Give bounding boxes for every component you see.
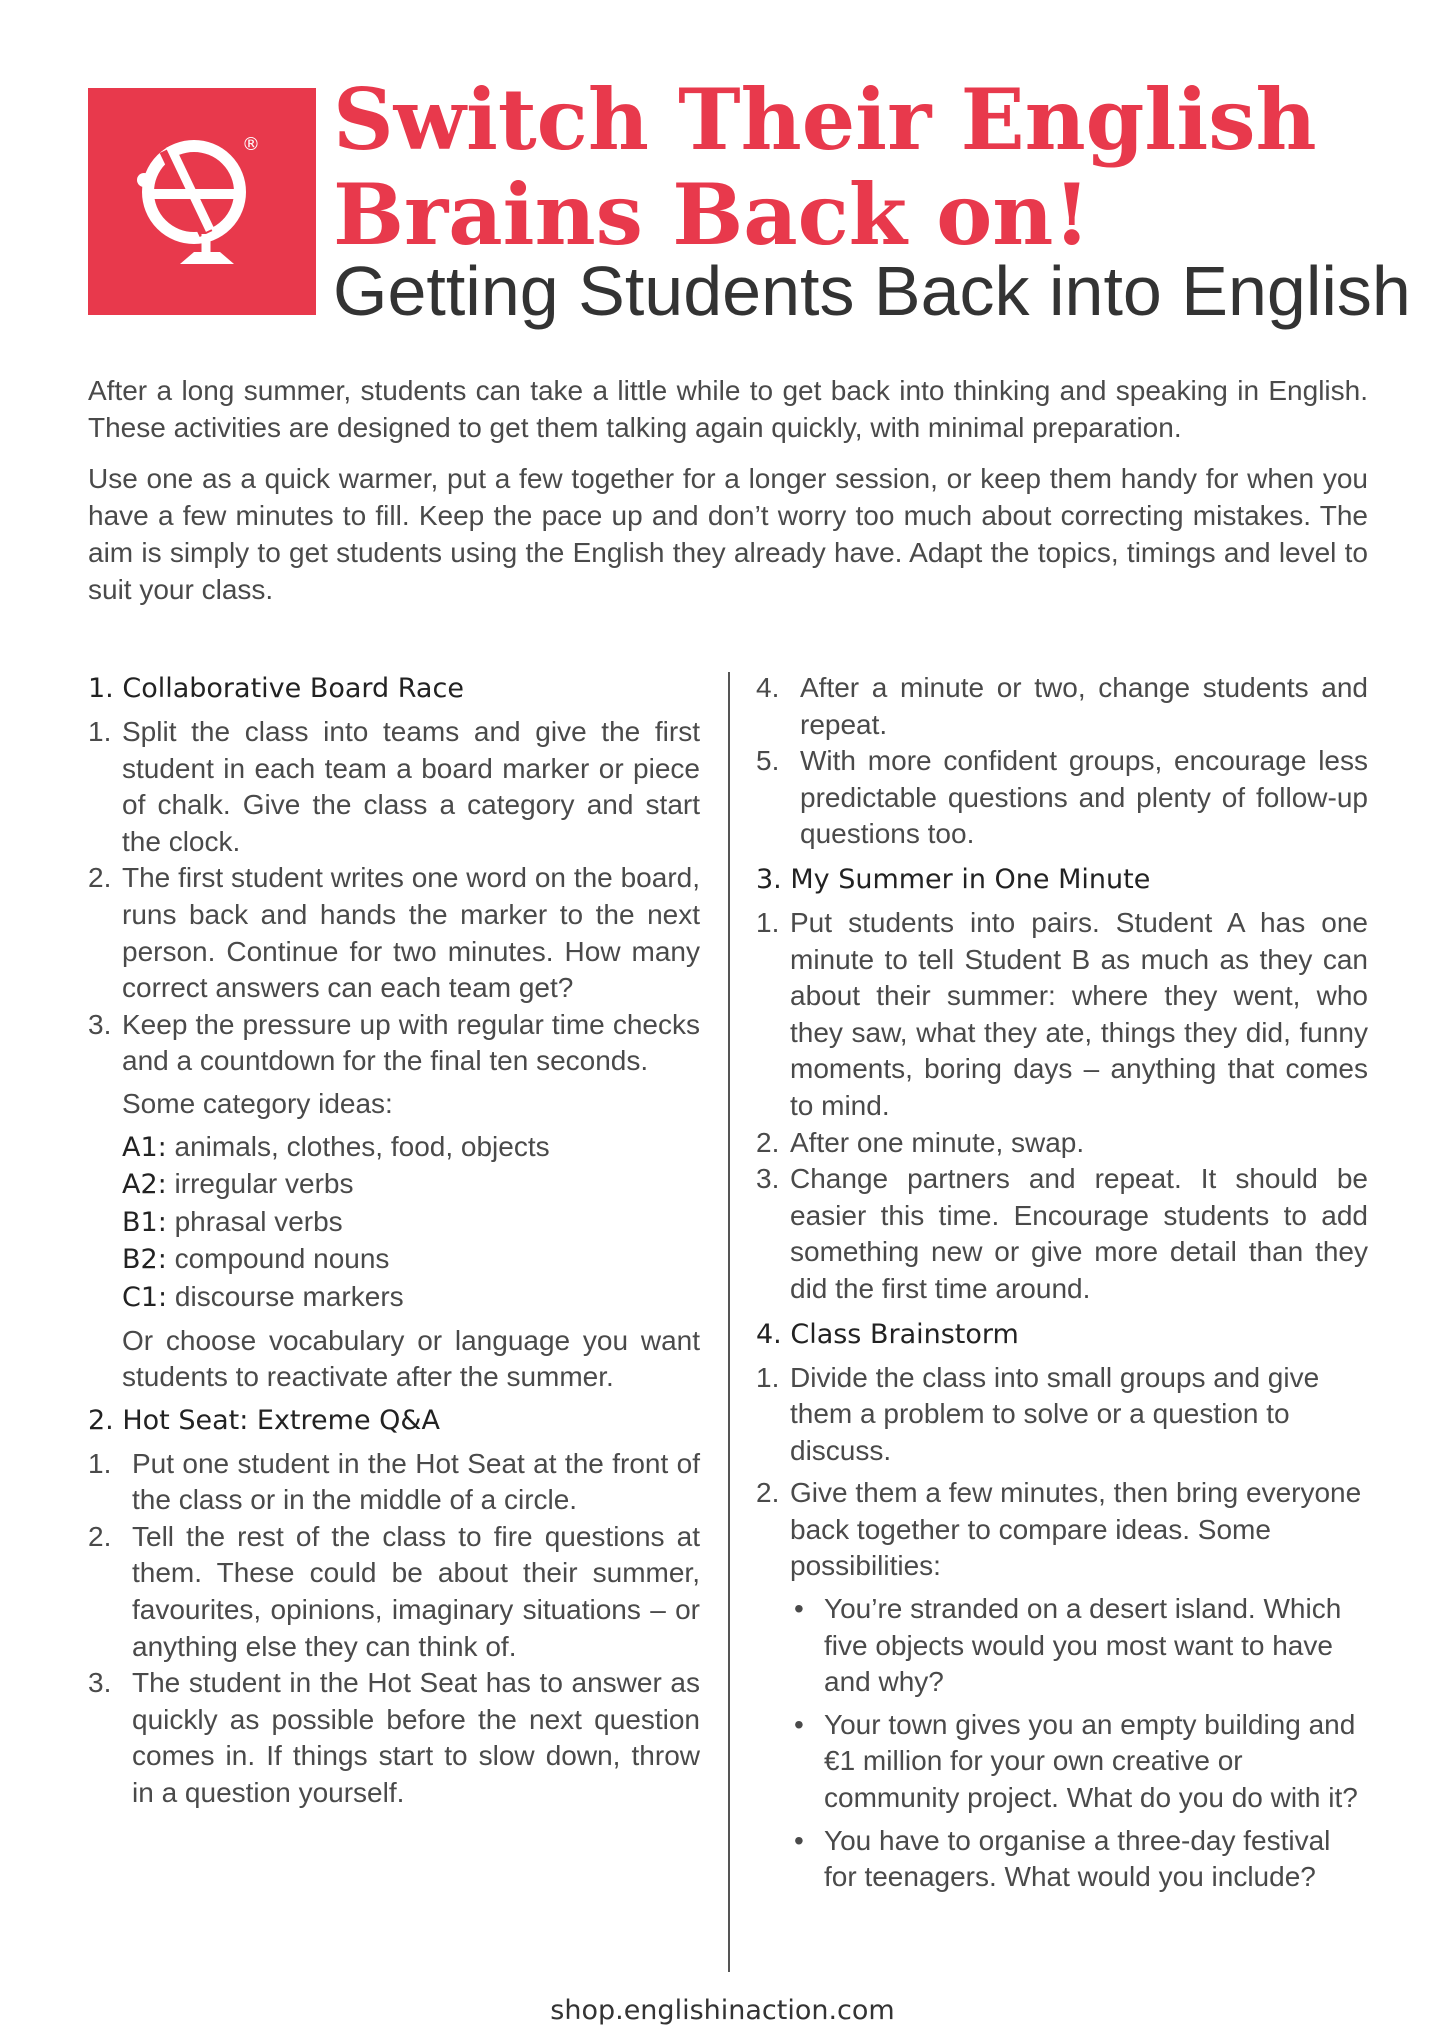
- step-number: 1.: [756, 1361, 780, 1393]
- step-number: 1.: [88, 1447, 112, 1479]
- category-level: B2:: [122, 1244, 167, 1276]
- category-text: animals, clothes, food, objects: [166, 1130, 550, 1162]
- step-text: Put students into pairs. Student A has one minute to tell Student B as much as they can about their summer: where they went, who they saw, what they ate, things they did, funny moments, boring days – anything that comes to mind.: [790, 906, 1368, 1121]
- category-item: [122, 1166, 700, 1204]
- list-item: [756, 1360, 1368, 1470]
- list-item: [756, 1125, 1368, 1162]
- right-column: [756, 670, 1368, 1902]
- page-title: [333, 72, 1317, 262]
- registered-mark: ®: [242, 134, 260, 155]
- step-number: 2.: [88, 1520, 112, 1552]
- list-item: [88, 1446, 700, 1519]
- title-line-1: Switch Their English: [333, 70, 1317, 169]
- section-heading: 3. My Summer in One Minute: [756, 863, 1151, 895]
- category-list: [88, 1129, 700, 1317]
- step-text: With more confident groups, encourage less predictable questions and plenty of follow-up questions too.: [800, 745, 1368, 850]
- column-divider: [728, 672, 730, 1972]
- step-number: 2.: [756, 1477, 780, 1509]
- category-item: [122, 1279, 700, 1317]
- step-list: [88, 714, 700, 1080]
- footer-url[interactable]: shop.englishinaction.com: [550, 1995, 895, 2026]
- list-item: • Your town gives you an empty building and €1 million for your own creative or community project. What do you do with it?: [790, 1707, 1368, 1817]
- step-list: [88, 1446, 700, 1812]
- intro-paragraph: After a long summer, students can take a little while to get back into thinking and speaking in English. These activities are designed to get them talking again quickly, with minimal preparation.: [88, 375, 1368, 443]
- section-class-brainstorm: [756, 1316, 1368, 1896]
- section-heading: 2. Hot Seat: Extreme Q&A: [88, 1404, 440, 1436]
- category-level: A1:: [122, 1131, 167, 1163]
- list-item: • You have to organise a three-day festival for teenagers. What would you include?: [790, 1823, 1368, 1896]
- category-level: A2:: [122, 1169, 167, 1201]
- section-board-race: [88, 670, 700, 1396]
- list-item: [88, 1007, 700, 1080]
- list-item: [756, 670, 1368, 743]
- category-level: B1:: [122, 1206, 167, 1238]
- step-text: The first student writes one word on the board, runs back and hands the marker to the next person. Continue for two minutes. How many correct answers can each team get?: [122, 862, 700, 1004]
- list-item: • You’re stranded on a desert island. Which five objects would you most want to have and why?: [790, 1591, 1368, 1701]
- step-number: 5.: [756, 745, 780, 777]
- category-text: discourse markers: [167, 1280, 404, 1312]
- list-item: [88, 860, 700, 1006]
- step-number: 3.: [88, 1008, 112, 1040]
- category-item: [122, 1204, 700, 1242]
- list-item: [88, 714, 700, 860]
- category-text: compound nouns: [166, 1243, 390, 1275]
- intro-paragraph: Use one as a quick warmer, put a few together for a longer session, or keep them handy for when you have a few minutes to fill. Keep the pace up and don’t worry too much about correcting mistakes. The aim is simply to get students using the English they already have. Adapt the topics, timings and level to suit your class.: [88, 463, 1368, 605]
- section-summer-minute: [756, 861, 1368, 1308]
- section-heading: 4. Class Brainstorm: [756, 1318, 1019, 1350]
- left-column: [88, 670, 700, 1812]
- step-number: 2.: [756, 1126, 780, 1158]
- step-text: Give them a few minutes, then bring everyone back together to compare ideas. Some possibilities:: [790, 1477, 1362, 1582]
- english-in-action-logo-icon: [88, 88, 316, 315]
- step-text: Tell the rest of the class to fire questions at them. These could be about their summer, favourites, opinions, imaginary situations – or anything else they can think of.: [132, 1520, 700, 1662]
- step-list: [756, 905, 1368, 1308]
- step-number: 3.: [88, 1667, 112, 1699]
- step-text: Put one student in the Hot Seat at the front of the class or in the middle of a circle.: [132, 1447, 700, 1516]
- page-subtitle: Getting Students Back into English: [333, 252, 1411, 330]
- step-text: The student in the Hot Seat has to answer as quickly as possible before the next question comes in. If things start to slow down, throw in a question yourself.: [132, 1667, 700, 1809]
- step-text: Change partners and repeat. It should be easier this time. Encourage students to add something new or give more detail than they did the first time around.: [790, 1163, 1368, 1304]
- category-level: C1:: [122, 1281, 168, 1313]
- section-hot-seat: [88, 1402, 700, 1812]
- brand-logo: [88, 88, 316, 315]
- step-text: Split the class into teams and give the first student in each team a board marker or piece of chalk. Give the class a category and start the clock.: [122, 716, 700, 857]
- category-item: [122, 1129, 700, 1167]
- step-number: 1.: [88, 716, 112, 747]
- list-item: [88, 1665, 700, 1811]
- step-text: Keep the pressure up with regular time checks and a countdown for the final ten seconds.: [122, 1008, 700, 1077]
- step-number: 4.: [756, 672, 780, 703]
- categories-intro: Some category ideas:: [122, 1087, 393, 1119]
- list-item: [756, 1475, 1368, 1585]
- section-heading: 1. Collaborative Board Race: [88, 673, 464, 704]
- category-text: irregular verbs: [166, 1168, 354, 1200]
- step-number: 3.: [756, 1163, 780, 1195]
- step-number: 1.: [756, 906, 780, 938]
- category-item: [122, 1241, 700, 1279]
- category-text: phrasal verbs: [166, 1205, 343, 1237]
- step-number: 2.: [88, 862, 112, 894]
- list-item: [88, 1519, 700, 1665]
- intro-text: [88, 372, 1368, 622]
- list-item: [756, 1161, 1368, 1307]
- list-item: [756, 743, 1368, 853]
- step-text: After a minute or two, change students and repeat.: [800, 672, 1368, 740]
- closing-paragraph: Or choose vocabulary or language you want students to reactivate after the summer.: [122, 1324, 700, 1393]
- list-item: [756, 905, 1368, 1125]
- bullet-list: [790, 1591, 1368, 1896]
- step-list-continued: [756, 670, 1368, 853]
- step-list: [756, 1360, 1368, 1586]
- step-text: Divide the class into small groups and give them a problem to solve or a question to discuss.: [790, 1361, 1320, 1466]
- step-text: After one minute, swap.: [790, 1126, 1085, 1158]
- title-line-2: Brains Back on!: [333, 165, 1091, 264]
